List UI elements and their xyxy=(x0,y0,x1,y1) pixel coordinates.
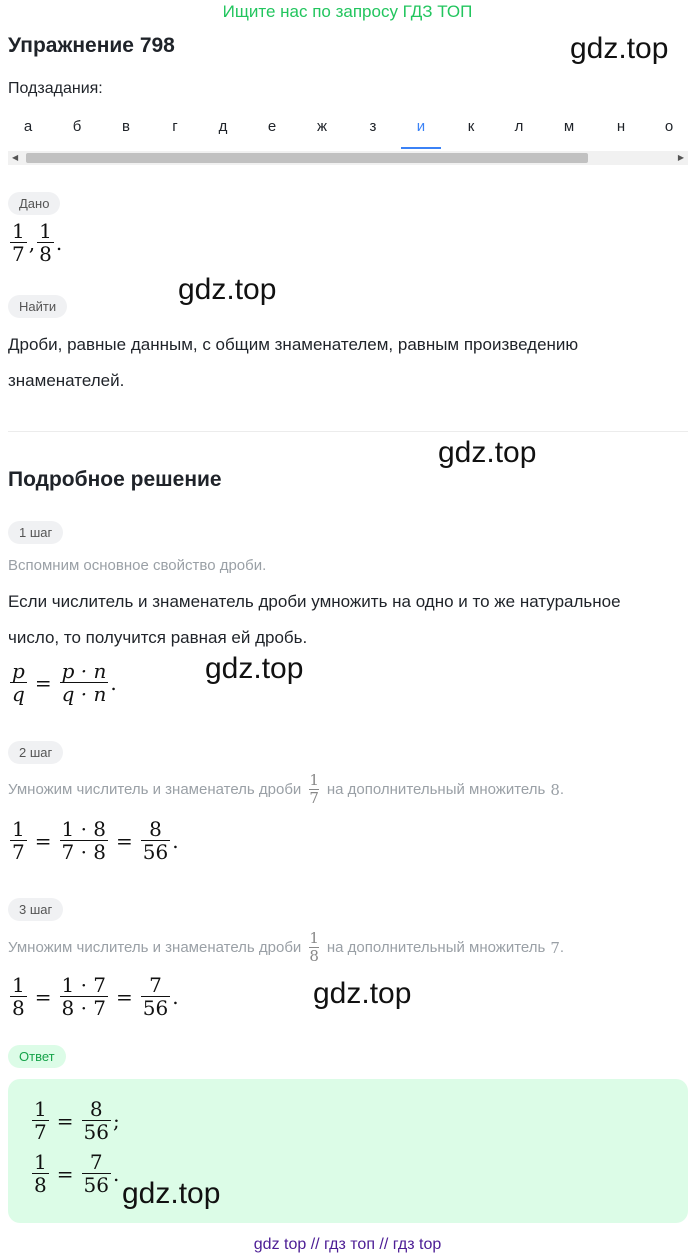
watermark: gdz.top xyxy=(122,1177,221,1210)
page-title: Упражнение 798 xyxy=(8,34,175,57)
formula-num: p · n xyxy=(61,659,107,683)
subtask-tabs xyxy=(8,118,688,148)
formula-num: 1 · 8 xyxy=(61,817,107,841)
step1-text-line1: Если числитель и знаменатель дроби умножить на одно и то же натуральное xyxy=(8,592,621,611)
subtasks-label: Подзадания: xyxy=(8,80,103,97)
step1-pill: 1 шаг xyxy=(8,521,63,544)
watermark: gdz.top xyxy=(205,652,304,685)
subtask-tab-12[interactable]: м xyxy=(563,118,575,135)
step3-formula: $\frac{1}{8}$ = $\frac{1 \cdot 7}{8 \cdot 7}$ = $\frac{7}{56}$ . xyxy=(12,973,179,1020)
find-text-line1: Дроби, равные данным, с общим знаменателем, равным произведению xyxy=(8,335,579,354)
formula-num: 1 xyxy=(12,973,25,997)
find-pill: Найти xyxy=(8,295,67,318)
note-frac-num: 1 xyxy=(309,929,319,947)
formula-den: 7 xyxy=(34,1120,47,1144)
given-pill: Дано xyxy=(8,192,60,215)
search-banner[interactable]: Ищите нас по запросу ГДЗ ТОП xyxy=(222,2,473,21)
formula-num: 1 · 7 xyxy=(61,973,107,997)
step3-note-suffix: на дополнительный множитель xyxy=(326,939,546,956)
given-frac1-num: 1 xyxy=(12,219,25,243)
formula-den: 56 xyxy=(142,996,169,1020)
active-tab-underline xyxy=(401,147,441,149)
watermark: gdz.top xyxy=(570,32,669,65)
step3-pill: 3 шаг xyxy=(8,898,63,921)
scroll-right-icon[interactable]: ▶ xyxy=(677,153,684,162)
given-fractions: $\frac{1}{7}$ , $\frac{1}{8}$ . xyxy=(12,219,63,266)
scrollbar-thumb[interactable] xyxy=(26,153,588,163)
subtask-tab-1[interactable]: а xyxy=(23,118,33,135)
watermark: gdz.top xyxy=(438,436,537,469)
subtask-tab-13[interactable]: н xyxy=(616,118,626,135)
answer-line2-end: . xyxy=(112,1161,120,1186)
step3-factor: 7 xyxy=(550,938,560,957)
formula-den: 8 · 7 xyxy=(61,996,107,1020)
subtask-tab-14[interactable]: о xyxy=(664,118,674,135)
formula-den: 8 xyxy=(34,1173,47,1197)
given-frac2-den: 8 xyxy=(39,242,52,266)
formula-den: q · n xyxy=(61,682,107,706)
formula-den: q xyxy=(12,682,25,706)
subtask-tab-2[interactable]: б xyxy=(72,118,82,135)
step2-factor: 8 xyxy=(550,780,560,799)
step2-note: Умножим числитель и знаменатель дроби $\frac{1}{7}$ на дополнительный множитель 8 . xyxy=(8,771,565,807)
formula-num: 1 xyxy=(12,817,25,841)
step1-note: Вспомним основное свойство дроби. xyxy=(8,557,267,574)
step3-note: Умножим числитель и знаменатель дроби $\frac{1}{8}$ на дополнительный множитель 7 . xyxy=(8,929,565,965)
formula-den: 7 · 8 xyxy=(61,840,107,864)
subtask-tab-8[interactable]: з xyxy=(369,118,377,135)
answer-line1: $\frac{1}{7}$ = $\frac{8}{56}$ ; xyxy=(34,1097,120,1144)
note-frac-den: 8 xyxy=(309,947,319,965)
answer-pill: Ответ xyxy=(8,1045,66,1068)
subtask-tab-5[interactable]: д xyxy=(218,118,228,135)
formula-num: 8 xyxy=(89,1097,103,1121)
subtask-tab-11[interactable]: л xyxy=(514,118,524,135)
subtask-tab-7[interactable]: ж xyxy=(316,118,328,135)
formula-den: 56 xyxy=(142,840,169,864)
step3-note-prefix: Умножим числитель и знаменатель дроби xyxy=(8,939,302,956)
answer-line1-end: ; xyxy=(112,1108,120,1133)
subtask-tab-9[interactable]: и xyxy=(416,118,426,135)
step1-text-line2: число, то получится равная ей дробь. xyxy=(8,628,308,647)
formula-num: 7 xyxy=(89,1150,103,1174)
formula-den: 8 xyxy=(12,996,25,1020)
subtask-tab-4[interactable]: г xyxy=(172,118,178,135)
scroll-left-icon[interactable]: ◀ xyxy=(12,153,19,162)
subtask-tab-10[interactable]: к xyxy=(467,118,475,135)
step2-pill: 2 шаг xyxy=(8,741,63,764)
note-frac-num: 1 xyxy=(309,771,319,789)
subtask-tab-6[interactable]: е xyxy=(267,118,277,135)
formula-num: 8 xyxy=(149,817,162,841)
subtask-tab-3[interactable]: в xyxy=(122,118,130,135)
formula-num: 1 xyxy=(34,1150,47,1174)
horizontal-scrollbar[interactable] xyxy=(8,151,688,165)
find-text-line2: знаменателей. xyxy=(8,371,125,390)
formula-den: 56 xyxy=(83,1173,109,1197)
answer-line2: $\frac{1}{8}$ = $\frac{7}{56}$ . xyxy=(34,1150,120,1197)
formula-den: 7 xyxy=(12,840,25,864)
formula-num: p xyxy=(12,659,25,683)
note-frac-den: 7 xyxy=(309,789,319,807)
solution-heading: Подробное решение xyxy=(8,468,222,491)
watermark: gdz.top xyxy=(313,977,412,1010)
footer-links[interactable]: gdz top // гдз топ // гдз top xyxy=(253,1236,442,1253)
divider xyxy=(8,431,688,432)
step2-note-prefix: Умножим числитель и знаменатель дроби xyxy=(8,781,302,798)
step2-note-suffix: на дополнительный множитель xyxy=(326,781,546,798)
given-frac1-den: 7 xyxy=(12,242,25,266)
step1-formula: $\frac{p}{q}$ = $\frac{p \cdot n}{q \cdot n}$ . xyxy=(12,659,117,706)
formula-num: 7 xyxy=(149,973,162,997)
formula-den: 56 xyxy=(83,1120,109,1144)
watermark: gdz.top xyxy=(178,273,277,306)
step2-formula: $\frac{1}{7}$ = $\frac{1 \cdot 8}{7 \cdot 8}$ = $\frac{8}{56}$ . xyxy=(12,817,179,864)
given-frac2-num: 1 xyxy=(39,219,52,243)
formula-num: 1 xyxy=(34,1097,47,1121)
